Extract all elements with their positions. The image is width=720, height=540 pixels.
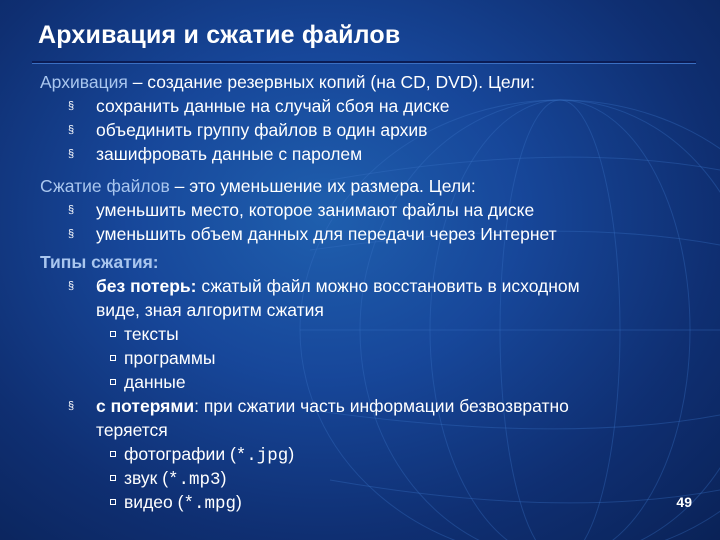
lossless-example: тексты — [124, 324, 179, 344]
list-item-continuation — [40, 418, 700, 442]
list-item — [40, 118, 700, 142]
square-bullet-icon — [110, 355, 116, 361]
list-item — [40, 222, 700, 246]
lossy-label: с потерями — [96, 396, 195, 416]
sub-list-item — [40, 466, 700, 490]
bullet-icon: § — [68, 148, 75, 160]
compression-goal-text: уменьшить место, которое занимают файлы на диске — [96, 200, 535, 220]
bullet-icon: § — [68, 100, 75, 112]
square-bullet-icon — [110, 379, 116, 385]
square-bullet-icon — [110, 475, 116, 481]
lossless-text: сжатый файл можно восстановить в исходном — [196, 276, 580, 296]
lossy-example-name: видео ( — [124, 492, 184, 512]
lossless-text-cont: виде, зная алгоритм сжатия — [96, 300, 324, 320]
sub-list-item — [40, 442, 700, 466]
archiving-definition — [40, 70, 700, 94]
file-extension: *.jpg — [235, 446, 289, 466]
bullet-icon: § — [68, 228, 75, 240]
lossy-text-cont: теряется — [96, 420, 168, 440]
sub-list-item — [40, 346, 700, 370]
slide-body — [40, 70, 700, 514]
compression-goal-text: уменьшить объем данных для передачи через Интернет — [96, 224, 557, 244]
page-number: 49 — [676, 494, 692, 510]
compression-term: Сжатие файлов — [40, 176, 170, 196]
square-bullet-icon — [110, 499, 116, 505]
list-item — [40, 198, 700, 222]
sub-list-item — [40, 490, 700, 514]
list-item-continuation — [40, 298, 700, 322]
spacer — [40, 166, 700, 174]
archiving-definition-text: – создание резервных копий (на CD, DVD). Цели: — [127, 72, 535, 92]
title-divider — [32, 61, 696, 64]
file-extension: *.mp3 — [168, 470, 221, 490]
bullet-icon: § — [68, 400, 75, 412]
sub-list-item — [40, 370, 700, 394]
slide-title: Архивация и сжатие файлов — [38, 21, 401, 49]
list-item — [40, 394, 700, 418]
paren-close: ) — [220, 468, 227, 488]
lossy-example-name: фотографии ( — [124, 444, 236, 464]
paren-close: ) — [288, 444, 295, 464]
archiving-term: Архивация — [40, 72, 128, 92]
lossless-label: без потерь: — [96, 276, 197, 296]
compression-definition-text: – это уменьшение их размера. Цели: — [169, 176, 476, 196]
list-item — [40, 142, 700, 166]
compression-types-heading — [40, 250, 700, 274]
lossless-example: данные — [124, 372, 186, 392]
lossless-example: программы — [124, 348, 216, 368]
compression-definition — [40, 174, 700, 198]
bullet-icon: § — [68, 280, 75, 292]
archiving-goal-text: зашифровать данные с паролем — [96, 144, 363, 164]
lossy-text: : при сжатии часть информации безвозвратно — [194, 396, 569, 416]
bullet-icon: § — [68, 124, 75, 136]
list-item — [40, 94, 700, 118]
lossy-example-name: звук ( — [124, 468, 169, 488]
sub-list-item — [40, 322, 700, 346]
square-bullet-icon — [110, 451, 116, 457]
types-heading: Типы сжатия: — [40, 252, 159, 272]
bullet-icon: § — [68, 204, 75, 216]
paren-close: ) — [235, 492, 242, 512]
archiving-goal-text: объединить группу файлов в один архив — [96, 120, 428, 140]
archiving-goal-text: сохранить данные на случай сбоя на диске — [96, 96, 450, 116]
file-extension: *.mpg — [183, 494, 236, 514]
list-item — [40, 274, 700, 298]
square-bullet-icon — [110, 331, 116, 337]
